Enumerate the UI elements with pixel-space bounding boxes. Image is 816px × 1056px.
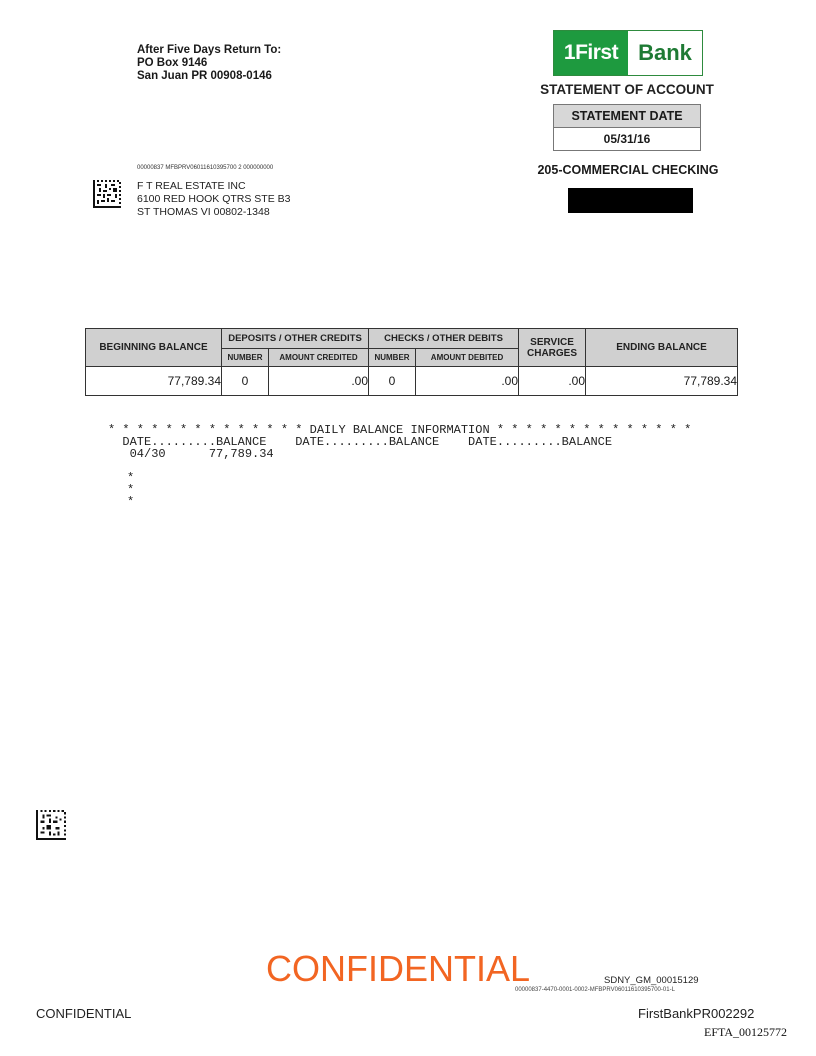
header-amount-debited: AMOUNT DEBITED [416, 349, 519, 367]
table-row [86, 367, 738, 396]
daily-balance-header: DATE.........BALANCE DATE.........BALANCE DATE.........BALANCE [108, 435, 613, 449]
datamatrix-icon [93, 180, 121, 208]
confidential-stamp: CONFIDENTIAL [266, 948, 531, 989]
statement-date-box [553, 104, 701, 151]
recipient-name: F T REAL ESTATE INC [137, 180, 246, 192]
return-address-line: After Five Days Return To: [137, 44, 282, 56]
account-summary-table [85, 328, 738, 396]
recipient-street: 6100 RED HOOK QTRS STE B3 [137, 193, 291, 205]
datamatrix-icon [36, 810, 66, 840]
bates-number: FirstBankPR002292 [638, 1006, 755, 1021]
beginning-balance-value: 77,789.34 [86, 367, 222, 396]
header-service-charges: SERVICE CHARGES [519, 329, 586, 367]
confidential-label: CONFIDENTIAL [36, 1006, 132, 1021]
account-type: 205-COMMERCIAL CHECKING [537, 163, 719, 177]
statement-title: STATEMENT OF ACCOUNT [540, 82, 714, 97]
sdny-id: SDNY_GM_00015129 [604, 975, 699, 986]
statement-date-value: 05/31/16 [603, 132, 651, 146]
header-amount-credited: AMOUNT CREDITED [269, 349, 369, 367]
redaction-bar [568, 188, 693, 213]
mailing-code: 00000837 MFBPRV06011610395700 2 000000000 [137, 165, 274, 171]
end-mark: * [127, 483, 135, 497]
logo-first-text: 1First [554, 31, 628, 75]
amount-credited-value: .00 [269, 367, 369, 396]
service-charges-value: .00 [519, 367, 586, 396]
logo-bank-text: Bank [638, 40, 692, 65]
recipient-address [137, 180, 290, 219]
header-checks-number: NUMBER [369, 349, 416, 367]
ending-balance-value: 77,789.34 [586, 367, 738, 396]
daily-balance-title: * * * * * * * * * * * * * * DAILY BALANCE INFORMATION * * * * * * * * * * * * * * [108, 423, 692, 437]
statement-date-label: STATEMENT DATE [554, 105, 700, 128]
return-address [137, 44, 281, 83]
return-address-line: San Juan PR 00908-0146 [137, 70, 272, 82]
bank-logo [553, 30, 703, 76]
header-checks: CHECKS / OTHER DEBITS [369, 329, 519, 349]
daily-balance-section [108, 424, 691, 508]
header-deposits: DEPOSITS / OTHER CREDITS [222, 329, 369, 349]
header-ending-balance: ENDING BALANCE [586, 329, 738, 367]
efta-number: EFTA_00125772 [704, 1025, 788, 1039]
daily-balance-entry: 04/30 77,789.34 [108, 447, 274, 461]
end-mark: * [127, 471, 135, 485]
end-mark: * [127, 495, 135, 509]
recipient-city: ST THOMAS VI 00802-1348 [137, 206, 270, 218]
header-deposits-number: NUMBER [222, 349, 269, 367]
batch-code: 00000837-4470-0001-0002-MFBPRV06011610395700-01-L [515, 987, 675, 993]
header-beginning-balance: BEGINNING BALANCE [86, 329, 222, 367]
checks-number-value: 0 [369, 367, 416, 396]
deposits-number-value: 0 [222, 367, 269, 396]
amount-debited-value: .00 [416, 367, 519, 396]
return-address-line: PO Box 9146 [137, 57, 208, 69]
